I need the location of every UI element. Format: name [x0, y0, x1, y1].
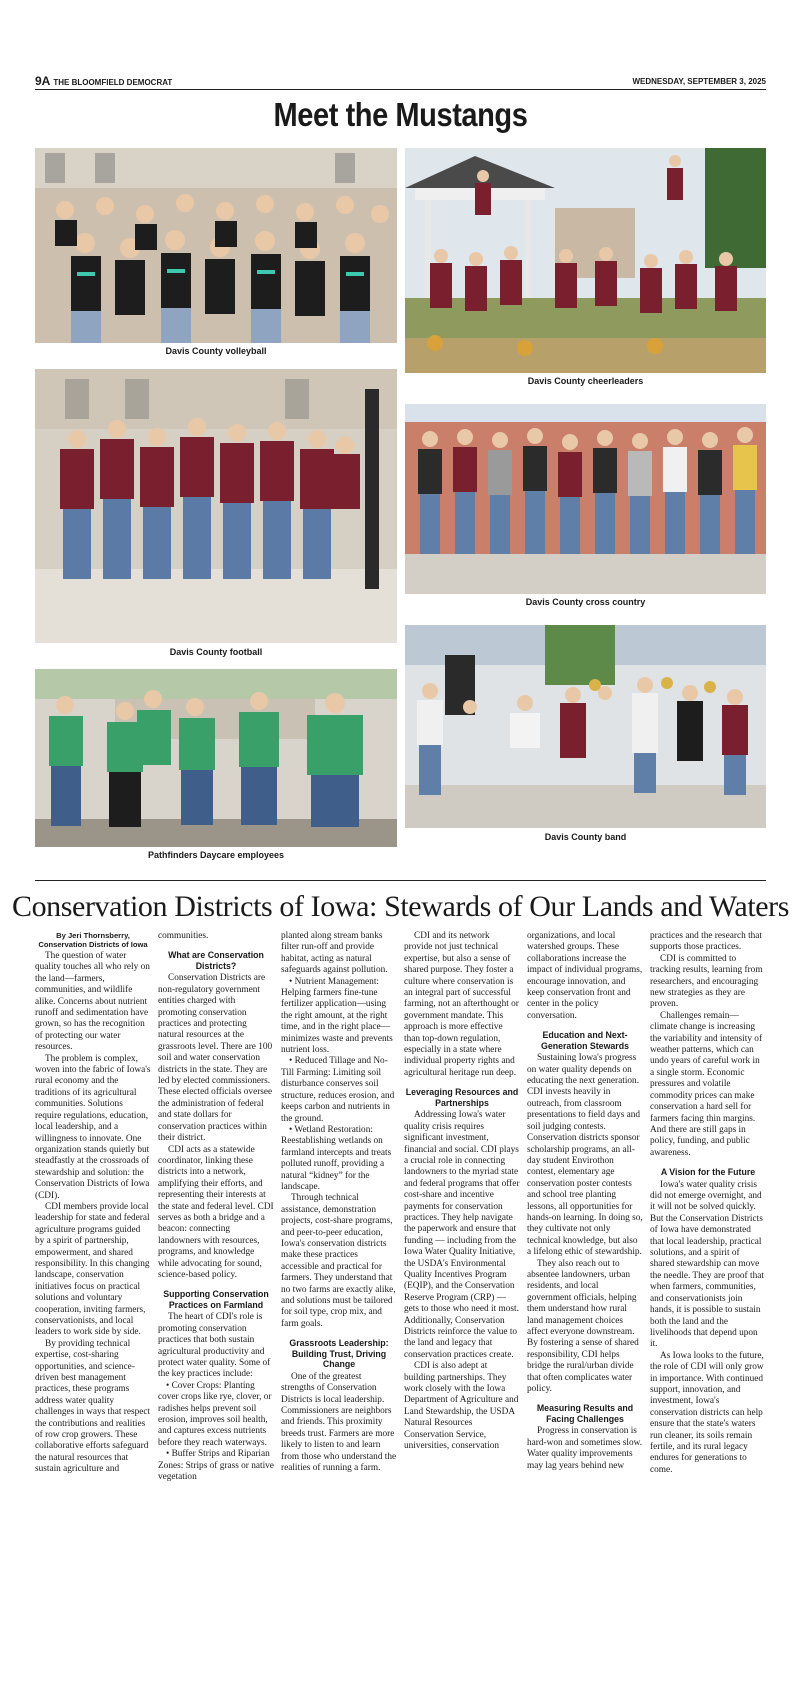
- article-column-2: [158, 931, 274, 1641]
- football-team-image: [35, 369, 397, 643]
- volleyball-team-image: [35, 148, 397, 343]
- page-header: [35, 74, 766, 88]
- page-header-left: [35, 74, 172, 88]
- paragraph: communities.: [158, 931, 209, 941]
- paragraph: CDI acts as a statewide coordinator, linking these districts into a network, amplifying their efforts, and representing their interests at the state and federal level. CDI serves as both a bridge and a beacon: connecting landowners with resources, programs, and knowledge while advocating for sound, science-based policy.: [158, 1144, 274, 1280]
- paragraph: The question of water quality touches all who rely on the land—farmers, communities, and wildlife alike. Concerns about nutrient runoff and sedimentation have grown, so has the recognition of protecting our water resources.: [35, 951, 150, 1053]
- paragraph: The problem is complex, woven into the fabric of Iowa's rural economy and the traditions of its agricultural communities. Solutions require regulations, education, local leadership, and a willingness to innovate. One organization stands quietly but steadfastly at the crossroads of stewardship and solution: the Conservation Districts of Iowa (CDI).: [35, 1053, 151, 1201]
- photo-football: [35, 369, 397, 643]
- header-divider: [35, 89, 766, 90]
- paragraph: Through technical assistance, demonstration projects, cost-share programs, and peer-to-peer education, Iowa's conservation districts make these practices accessible and practical for farmers. They understand that no two farms are exactly alike, and solutions must be tailored for soil type, crop mix, and farm goals.: [281, 1193, 396, 1329]
- article-column-6: [650, 931, 766, 1641]
- article-column-3: [281, 931, 397, 1641]
- caption-cross-country: Davis County cross country: [525, 597, 646, 607]
- paragraph: Conservation Districts are non-regulatory government entities charged with promoting conservation practices and protecting natural resources at the grassroots level. There are 100 soil and water conservation districts in the state. They are led by elected commissioners. These elected officials oversee the administration of federal and state dollars for conservation practices within their district.: [158, 973, 273, 1144]
- paragraph: By providing technical expertise, cost-sharing opportunities, and science-driven best management practices, these programs address water quality challenges in ways that respect the contributions and realities of row crop growers. These collaborative efforts safeguard the natural resources that sustain agriculture and: [35, 1338, 151, 1475]
- paragraph: CDI is also adept at building partnerships. They work closely with the Iowa Department of Agriculture and Land Stewardship, the USDA Natural Resources Conservation Service, universities, conservation: [404, 1361, 519, 1452]
- subhead-vision-future: A Vision for the Future: [660, 1167, 756, 1178]
- bullet-item: • Buffer Strips and Riparian Zones: Strips of grass or native vegetation: [158, 1449, 274, 1483]
- caption-volleyball: Davis County volleyball: [165, 346, 267, 356]
- subhead-supporting-practices: Supporting Conservation Practices on Farmland: [163, 1289, 269, 1310]
- article-column-5: [527, 931, 643, 1641]
- bullet-item: • Wetland Restoration: Reestablishing wetlands on farmland intercepts and treats polluted runoff, providing a natural “kidney” for the landscape.: [281, 1124, 392, 1192]
- page-number: 9A: [35, 74, 51, 88]
- subhead-leveraging-resources: Leveraging Resources and Partnerships: [405, 1087, 519, 1108]
- paragraph: CDI and its network provide not just technical expertise, but also a sense of shared purpose. They foster a culture where conservation is an integral part of successful farming, not an afterthought or government mandate. This approach is more effective than top-down regulation, especially in a state where individual property rights and agricultural heritage run deep.: [404, 931, 519, 1078]
- band-image: [405, 625, 766, 828]
- issue-date: WEDNESDAY, SEPTEMBER 3, 2025: [632, 77, 766, 86]
- section-title: Meet the Mustangs: [273, 96, 528, 133]
- daycare-employees-image: [35, 669, 397, 847]
- paragraph: CDI members provide local leadership for state and federal agriculture programs guided by a spirit of partnership, empowerment, and shared responsibility. In this changing landscape, conservation initiatives focus on practical solutions and voluntary cooperation, inviting farmers, conservationists, and local leaders to work side by side.: [35, 1201, 150, 1338]
- subhead-measuring-results: Measuring Results and Facing Challenges: [536, 1403, 634, 1424]
- paragraph: practices and the research that supports those practices.: [650, 931, 763, 953]
- paragraph: Addressing Iowa's water quality crisis requires significant investment, financial and social. CDI plays a crucial role in connecting landowners to the myriad state and federal programs that offer cost-share and incentive payments for conservation practices. They help navigate the paperwork and ensure that funding — including from the Iowa Water Quality Initiative, the USDA's Environmental Quality Incentives Program (EQIP), and the Conservation Reserve Program (CRP) — gets to those who need it most. Additionally, Conservation Districts reinforce the value to the land and legacy that conservation practices create.: [404, 1110, 520, 1360]
- paragraph: Progress in conservation is hard-won and sometimes slow. Water quality improvements may lag years behind new: [527, 1426, 643, 1471]
- article-column-1: [35, 931, 151, 1641]
- paragraph: One of the greatest strengths of Conservation Districts is local leadership. Commissioners are neighbors and friends. This proximity breeds trust. Farmers are more likely to listen to and learn from those who understand the realities of running a farm.: [281, 1371, 397, 1473]
- article-byline: By Jeri Thornsberry, Conservation Districts of Iowa: [38, 931, 148, 949]
- paper-name: THE BLOOMFIELD DEMOCRAT: [53, 78, 173, 87]
- photo-cheerleaders: [405, 148, 766, 373]
- paragraph: Sustaining Iowa's progress on water quality depends on educating the next generation. CDI invests heavily in outreach, from classroom presentations to field days and soil judging contests. Conservation districts sponsor scholarship programs, an all-day student Envirothon contest, elementary age conservation poster contests and school tree planting lessons, all opportunities for hands-on learning. In doing so, they cultivate not only technical knowledge, but also a lifelong ethic of stewardship.: [527, 1053, 643, 1258]
- article-headline: Conservation Districts of Iowa: Stewards of Our Lands and Waters: [11, 890, 790, 923]
- caption-cheerleaders: Davis County cheerleaders: [527, 376, 644, 386]
- photo-cross-country: [405, 404, 766, 594]
- paragraph: CDI is committed to tracking results, learning from researchers, and encouraging new strategies as they are proven.: [650, 953, 763, 1010]
- bullet-item: • Nutrient Management: Helping farmers fine-tune fertilizer application—using the right amount, at the right time, and in the right place—minimizes waste and prevents nutrient loss.: [281, 976, 393, 1056]
- bullet-item: • Reduced Tillage and No-Till Farming: Limiting soil disturbance conserves soil structure, reduces erosion, and keeps carbon and nutrients in the ground.: [281, 1056, 395, 1124]
- bullet-item: • Cover Crops: Planting cover crops like rye, clover, or radishes helps prevent soil erosion, improves soil health, and captures excess nutrients before they reach waterways.: [158, 1380, 272, 1448]
- photo-daycare: [35, 669, 397, 847]
- subhead-what-are-districts: What are Conservation Districts?: [168, 950, 264, 971]
- subhead-education: Education and Next-Generation Stewards: [541, 1030, 629, 1051]
- paragraph: planted along stream banks filter run-off and provide habitat, acting as natural safeguards against pollution.: [281, 931, 388, 976]
- subhead-grassroots-leadership: Grassroots Leadership: Building Trust, Driving Change: [289, 1338, 389, 1370]
- paragraph: They also reach out to absentee landowners, urban residents, and local government officials, helping them understand how rural land management choices affect everyone downstream. By fostering a sense of shared responsibility, CDI helps bridge the rural/urban divide that often complicates water policy.: [527, 1258, 639, 1395]
- paragraph: Iowa's water quality crisis did not emerge overnight, and it will not be solved quickly. But the Conservation Districts of Iowa have demonstrated that local leadership, practical solutions, and a spirit of shared stewardship can move the needle. They are proof that when farmers, communities, and conservationists join hands, it is possible to sustain both the land and the livelihoods that depend upon it.: [650, 1179, 764, 1350]
- cross-country-team-image: [405, 404, 766, 594]
- paragraph: organizations, and local watershed groups. These collaborations increase the impact of individual programs, encourage innovation, and keep conservation front and center in the policy conversation.: [527, 931, 643, 1021]
- paragraph: Challenges remain—climate change is increasing the variability and intensity of weather patterns, which can undo years of careful work in a single storm. Economic pressures and volatile commodity prices can make conservation a hard sell for farmers facing thin margins. And there are still gaps in policy, funding, and public awareness.: [650, 1010, 763, 1158]
- cheerleaders-image: [405, 148, 766, 373]
- article-column-4: [404, 931, 520, 1641]
- paragraph: The heart of CDI's role is promoting conservation practices that both sustain agricultural productivity and protect water quality. Some of the key practices include:: [158, 1312, 271, 1380]
- caption-football: Davis County football: [169, 647, 263, 657]
- paragraph: As Iowa looks to the future, the role of CDI will only grow in importance. With continued support, innovation, and investment, Iowa's conservation districts can help ensure that the state's waters run cleaner, its soils remain fertile, and its rural legacy endures for generations to come.: [650, 1350, 764, 1475]
- photo-band: [405, 625, 766, 828]
- story-divider: [35, 880, 766, 881]
- caption-band: Davis County band: [544, 832, 627, 842]
- caption-daycare: Pathfinders Daycare employees: [147, 850, 285, 860]
- photo-volleyball: [35, 148, 397, 343]
